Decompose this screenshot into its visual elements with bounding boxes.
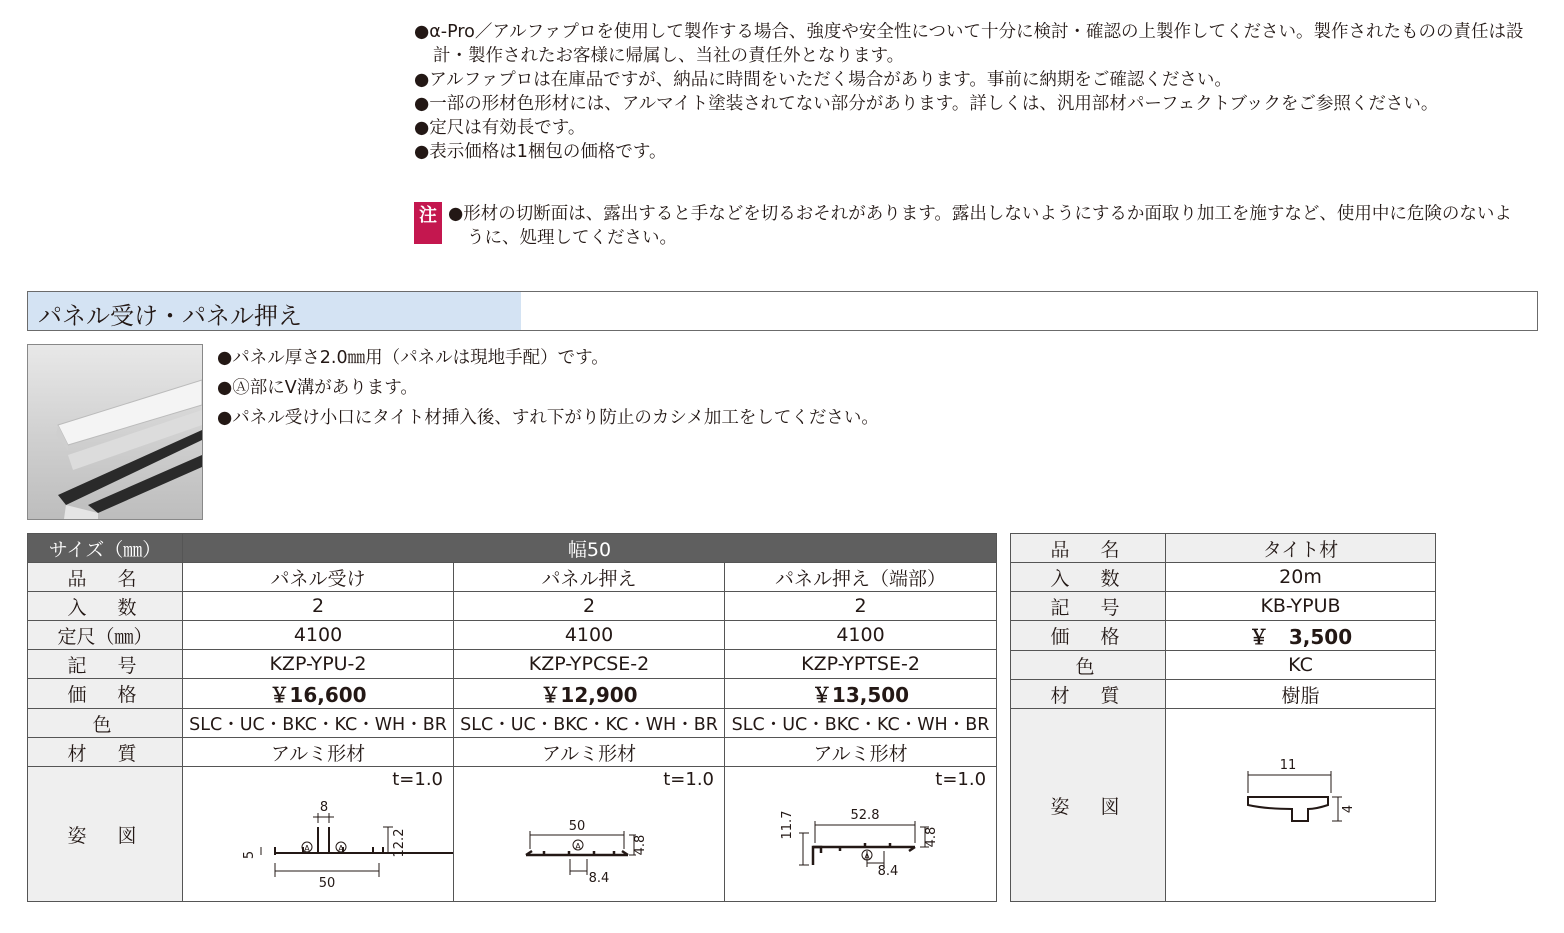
cell: 2 (725, 592, 997, 621)
cell: KB-YPUB (1166, 592, 1436, 621)
figure-panel-cover (454, 767, 725, 902)
row-label: 定尺（㎜） (28, 621, 183, 650)
cell: 4100 (454, 621, 725, 650)
cell: アルミ形材 (183, 738, 454, 767)
note-line: ●一部の形材色形材には、アルマイト塗装されてない部分があります。詳しくは、汎用部材パーフェクトブックをご参照ください。 (414, 94, 1439, 114)
dim-offset: 8.4 (877, 864, 899, 879)
caution-note (414, 202, 1544, 250)
section-header (27, 291, 1538, 331)
caution-line: ●形材の切断面は、露出すると手などを切るおそれがあります。露出しないようにするか面取り加工を施すなど、使用中に危険のないよ (448, 204, 1512, 224)
product-photo (27, 344, 203, 520)
cell: タイト材 (1166, 534, 1436, 563)
thickness-label: t=1.0 (392, 769, 443, 790)
feature-item: ●パネル受け小口にタイト材挿入後、すれ下がり防止のカシメ加工をしてください。 (217, 408, 879, 428)
dim-offset: 8.4 (588, 871, 610, 886)
figure-label: 姿 図 (28, 767, 183, 902)
dim-height: 4.8 (924, 826, 939, 848)
cell: SLC・UC・BKC・KC・WH・BR (454, 709, 725, 738)
price-cell: ￥13,500 (725, 679, 997, 709)
price-cell: ￥12,900 (454, 679, 725, 709)
profile-drawing-receiver (183, 767, 454, 901)
cell: パネル押え（端部） (725, 563, 997, 592)
row-label: 価 格 (28, 679, 183, 709)
thickness-label: t=1.0 (663, 769, 714, 790)
cell: アルミ形材 (454, 738, 725, 767)
row-label: 色 (28, 709, 183, 738)
cell: KZP-YPTSE-2 (725, 650, 997, 679)
caution-line: うに、処理してください。 (467, 228, 677, 248)
row-label: 入 数 (28, 592, 183, 621)
profile-drawing-cover (454, 767, 725, 901)
figure-label: 姿 図 (1011, 709, 1166, 902)
dim-width: 52.8 (850, 808, 880, 823)
price-cell: ￥16,600 (183, 679, 454, 709)
row-label: 入 数 (1011, 563, 1166, 592)
cell: 樹脂 (1166, 680, 1436, 709)
row-label: 品 名 (28, 563, 183, 592)
cell: KZP-YPU-2 (183, 650, 454, 679)
cell: SLC・UC・BKC・KC・WH・BR (183, 709, 454, 738)
note-line: ●α-Pro／アルファプロを使用して製作する場合、強度や安全性について十分に検討・確認の上製作してください。製作されたものの責任は設 (414, 22, 1524, 42)
note-line: ●アルファプロは在庫品ですが、納品に時間をいただく場合があります。事前に納期をご確認ください。 (414, 70, 1232, 90)
row-label: 記 号 (1011, 592, 1166, 621)
dim-width: 50 (318, 876, 336, 891)
feature-list (217, 343, 879, 433)
profile-drawing-tight-strip (1166, 709, 1436, 901)
cell: KZP-YPCSE-2 (454, 650, 725, 679)
figure-panel-cover-end (725, 767, 997, 902)
dim-height: 4 (1341, 804, 1356, 814)
dim-side: 5 (242, 850, 257, 860)
row-label: 材 質 (1011, 680, 1166, 709)
cell: アルミ形材 (725, 738, 997, 767)
note-line: 計・製作されたお客様に帰属し、当社の責任外となります。 (433, 46, 905, 66)
figure-panel-receiver (183, 767, 454, 902)
figure-tight-strip (1166, 709, 1436, 902)
cell: 4100 (183, 621, 454, 650)
row-label: 材 質 (28, 738, 183, 767)
cell: パネル押え (454, 563, 725, 592)
general-notes (414, 20, 1544, 164)
cell: パネル受け (183, 563, 454, 592)
size-value: 幅50 (183, 534, 997, 563)
mark-a: A (575, 842, 581, 851)
mark-a: A (304, 844, 310, 853)
caution-badge: 注 (414, 202, 442, 244)
size-label: サイズ（㎜） (28, 534, 183, 563)
row-label: 記 号 (28, 650, 183, 679)
cell: 2 (454, 592, 725, 621)
thickness-label: t=1.0 (935, 769, 987, 790)
dim-width: 50 (568, 819, 586, 834)
dim-height: 4.8 (633, 834, 648, 856)
cell: 4100 (725, 621, 997, 650)
row-label: 品 名 (1011, 534, 1166, 563)
dim-height: 12.2 (392, 828, 407, 858)
note-line: ●表示価格は1梱包の価格です。 (414, 142, 667, 162)
row-label: 価 格 (1011, 621, 1166, 651)
cell: SLC・UC・BKC・KC・WH・BR (725, 709, 997, 738)
dim-side: 11.7 (780, 810, 795, 840)
feature-item: ●Ⓐ部にV溝があります。 (217, 378, 418, 398)
row-label: 色 (1011, 651, 1166, 680)
side-spec-table (1010, 533, 1436, 902)
feature-item: ●パネル厚さ2.0㎜用（パネルは現地手配）です。 (217, 348, 609, 368)
dim-top: 8 (319, 800, 329, 815)
mark-a: A (338, 844, 344, 853)
price-cell: ￥ 3,500 (1166, 621, 1436, 651)
cell: KC (1166, 651, 1436, 680)
profile-drawing-cover-end (725, 767, 997, 901)
main-spec-table (27, 533, 997, 902)
note-line: ●定尺は有効長です。 (414, 118, 586, 138)
cell: 2 (183, 592, 454, 621)
section-title: パネル受け・パネル押え (38, 302, 302, 330)
cell: 20m (1166, 563, 1436, 592)
mark-a: A (864, 852, 870, 861)
dim-width: 11 (1279, 758, 1297, 773)
